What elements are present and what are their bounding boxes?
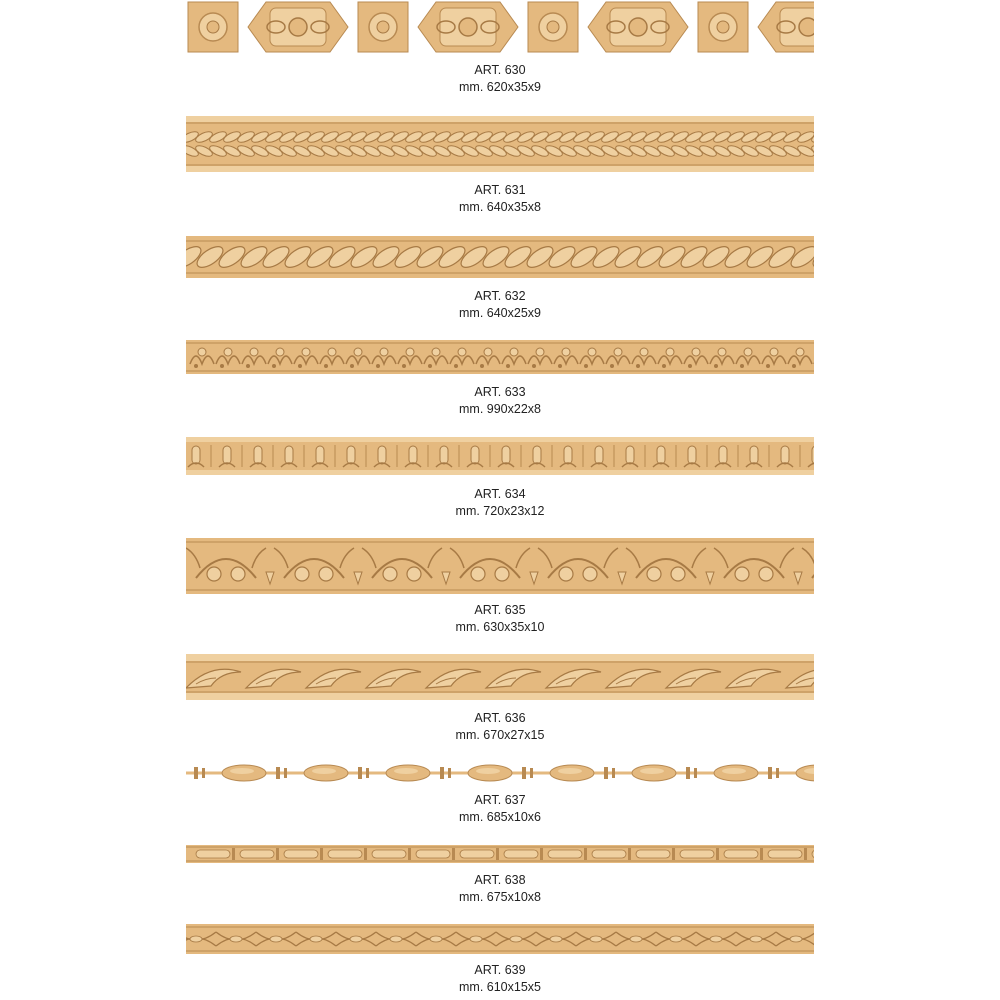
article-number: ART. 635 xyxy=(474,603,526,617)
item-caption-636 xyxy=(0,710,1000,744)
molding-image-638 xyxy=(186,845,814,863)
item-caption-634 xyxy=(0,486,1000,520)
molding-image-637 xyxy=(186,762,814,784)
article-dimensions: mm. 640x35x8 xyxy=(459,200,541,214)
molding-image-635 xyxy=(186,538,814,594)
article-dimensions: mm. 670x27x15 xyxy=(455,728,545,742)
item-caption-631 xyxy=(0,182,1000,216)
item-caption-630 xyxy=(0,62,1000,96)
molding-strip-637 xyxy=(186,762,814,784)
article-number: ART. 639 xyxy=(474,963,526,977)
molding-strip-632 xyxy=(186,236,814,278)
article-dimensions: mm. 630x35x10 xyxy=(455,620,545,634)
article-dimensions: mm. 610x15x5 xyxy=(459,980,541,994)
molding-strip-634 xyxy=(186,437,814,475)
article-dimensions: mm. 720x23x12 xyxy=(455,504,545,518)
article-number: ART. 638 xyxy=(474,873,526,887)
item-caption-638 xyxy=(0,872,1000,906)
article-dimensions: mm. 685x10x6 xyxy=(459,810,541,824)
molding-strip-630 xyxy=(186,0,814,54)
molding-strip-636 xyxy=(186,654,814,700)
molding-image-634 xyxy=(186,437,814,475)
article-number: ART. 637 xyxy=(474,793,526,807)
molding-strip-635 xyxy=(186,538,814,594)
molding-image-630 xyxy=(186,0,814,54)
molding-image-633 xyxy=(186,340,814,374)
molding-image-639 xyxy=(186,924,814,954)
molding-image-631 xyxy=(186,116,814,172)
article-number: ART. 634 xyxy=(474,487,526,501)
article-number: ART. 631 xyxy=(474,183,526,197)
article-number: ART. 632 xyxy=(474,289,526,303)
molding-image-636 xyxy=(186,654,814,700)
molding-strip-638 xyxy=(186,845,814,863)
molding-strip-633 xyxy=(186,340,814,374)
article-dimensions: mm. 990x22x8 xyxy=(459,402,541,416)
article-number: ART. 633 xyxy=(474,385,526,399)
article-number: ART. 636 xyxy=(474,711,526,725)
item-caption-632 xyxy=(0,288,1000,322)
article-dimensions: mm. 640x25x9 xyxy=(459,306,541,320)
article-dimensions: mm. 620x35x9 xyxy=(459,80,541,94)
molding-image-632 xyxy=(186,236,814,278)
article-number: ART. 630 xyxy=(474,63,526,77)
item-caption-633 xyxy=(0,384,1000,418)
item-caption-639 xyxy=(0,962,1000,996)
molding-strip-639 xyxy=(186,924,814,954)
item-caption-635 xyxy=(0,602,1000,636)
item-caption-637 xyxy=(0,792,1000,826)
article-dimensions: mm. 675x10x8 xyxy=(459,890,541,904)
molding-strip-631 xyxy=(186,116,814,172)
